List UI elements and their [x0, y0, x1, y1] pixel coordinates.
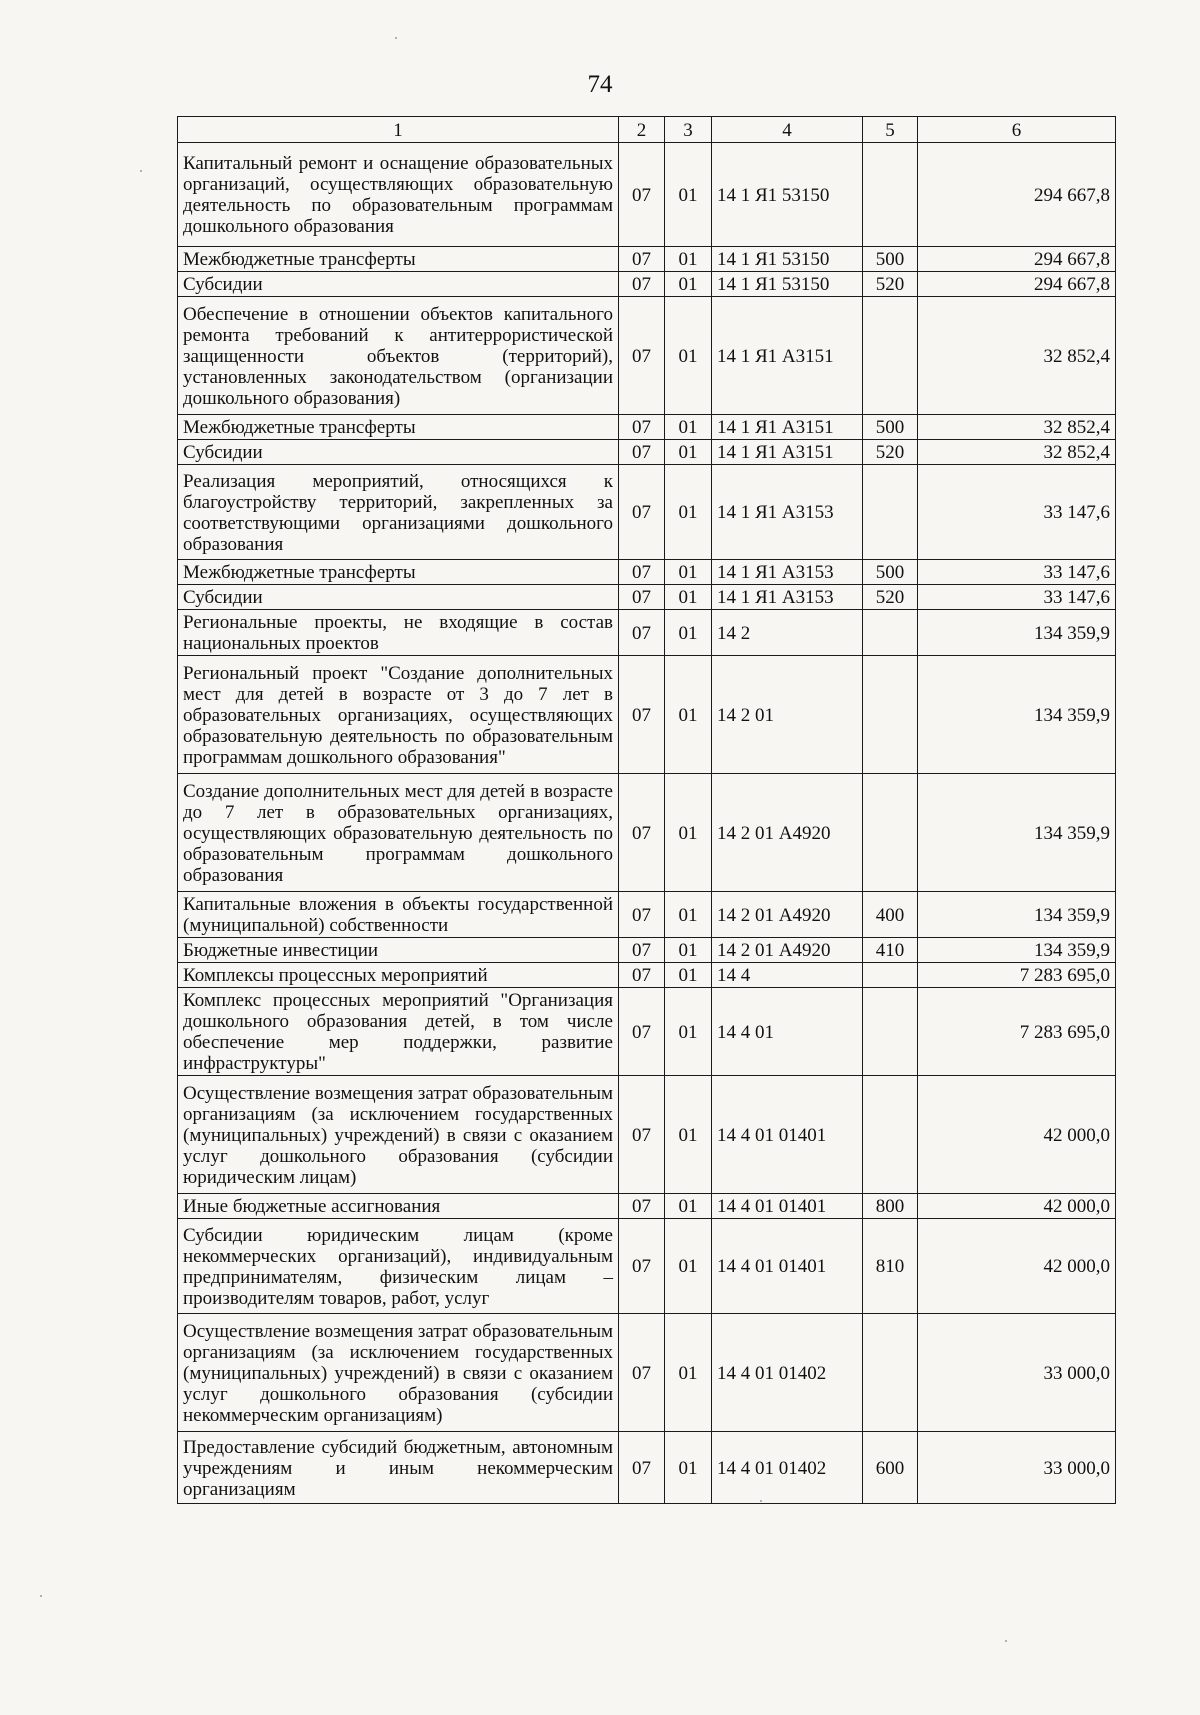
row-section-cell: 07: [619, 247, 665, 272]
header-cell-subsection: 3: [665, 117, 712, 143]
row-amount-cell: 33 147,6: [918, 465, 1116, 560]
row-amount-cell: 294 667,8: [918, 272, 1116, 297]
row-section-cell: 07: [619, 938, 665, 963]
table-header-row: [178, 117, 1116, 143]
row-subsection-cell: 01: [665, 247, 712, 272]
row-amount-cell: 33 000,0: [918, 1432, 1116, 1504]
row-target-article-cell: 14 4 01 01402: [712, 1314, 863, 1432]
row-subsection-cell: 01: [665, 272, 712, 297]
table-row: [178, 1194, 1116, 1219]
budget-table-body: [178, 117, 1116, 1504]
header-cell-name: 1: [178, 117, 619, 143]
row-subsection-cell: 01: [665, 585, 712, 610]
row-section-cell: 07: [619, 465, 665, 560]
row-section-cell: 07: [619, 1219, 665, 1314]
row-expense-type-cell: 500: [863, 415, 918, 440]
row-section-cell: 07: [619, 963, 665, 988]
row-name-cell: Региональные проекты, не входящие в состав национальных проектов: [178, 610, 619, 656]
row-expense-type-cell: [863, 774, 918, 892]
row-amount-cell: 33 147,6: [918, 585, 1116, 610]
row-subsection-cell: 01: [665, 963, 712, 988]
row-target-article-cell: 14 1 Я1 А3153: [712, 560, 863, 585]
row-expense-type-cell: [863, 297, 918, 415]
row-expense-type-cell: [863, 1076, 918, 1194]
row-section-cell: 07: [619, 656, 665, 774]
row-target-article-cell: 14 2 01 А4920: [712, 774, 863, 892]
row-expense-type-cell: 400: [863, 892, 918, 938]
row-target-article-cell: 14 2 01: [712, 656, 863, 774]
row-section-cell: 07: [619, 272, 665, 297]
table-row: [178, 560, 1116, 585]
row-expense-type-cell: 500: [863, 560, 918, 585]
table-row: [178, 465, 1116, 560]
row-amount-cell: 7 283 695,0: [918, 988, 1116, 1076]
row-expense-type-cell: 600: [863, 1432, 918, 1504]
row-subsection-cell: 01: [665, 560, 712, 585]
row-expense-type-cell: [863, 610, 918, 656]
row-amount-cell: 134 359,9: [918, 938, 1116, 963]
row-name-cell: Капитальный ремонт и оснащение образовательных организаций, осуществляющих образовательную деятельность по образовательным программам дошкольного образования: [178, 143, 619, 247]
table-row: [178, 656, 1116, 774]
row-name-cell: Комплексы процессных мероприятий: [178, 963, 619, 988]
row-name-cell: Капитальные вложения в объекты государственной (муниципальной) собственности: [178, 892, 619, 938]
row-section-cell: 07: [619, 1194, 665, 1219]
row-amount-cell: 294 667,8: [918, 247, 1116, 272]
row-target-article-cell: 14 4 01 01401: [712, 1076, 863, 1194]
row-amount-cell: 42 000,0: [918, 1219, 1116, 1314]
header-cell-amount: 6: [918, 117, 1116, 143]
row-amount-cell: 32 852,4: [918, 415, 1116, 440]
row-subsection-cell: 01: [665, 1194, 712, 1219]
row-subsection-cell: 01: [665, 440, 712, 465]
row-target-article-cell: 14 1 Я1 А3151: [712, 415, 863, 440]
row-target-article-cell: 14 4 01 01401: [712, 1194, 863, 1219]
header-cell-target-article: 4: [712, 117, 863, 143]
table-row: [178, 892, 1116, 938]
row-section-cell: 07: [619, 143, 665, 247]
row-subsection-cell: 01: [665, 1314, 712, 1432]
header-cell-section: 2: [619, 117, 665, 143]
row-target-article-cell: 14 4 01 01402: [712, 1432, 863, 1504]
row-target-article-cell: 14 1 Я1 53150: [712, 247, 863, 272]
table-row: [178, 988, 1116, 1076]
row-subsection-cell: 01: [665, 610, 712, 656]
row-amount-cell: 42 000,0: [918, 1194, 1116, 1219]
row-name-cell: Создание дополнительных мест для детей в возрасте до 7 лет в образовательных организациях, осуществляющих образовательную деятельность по образовательным программам дошкольного образования: [178, 774, 619, 892]
row-target-article-cell: 14 1 Я1 А3153: [712, 465, 863, 560]
row-name-cell: Межбюджетные трансферты: [178, 560, 619, 585]
row-expense-type-cell: [863, 988, 918, 1076]
row-expense-type-cell: 800: [863, 1194, 918, 1219]
row-name-cell: Осуществление возмещения затрат образовательным организациям (за исключением государственных (муниципальных) учреждений) в связи с оказанием услуг дошкольного образования (субсидии юридическим лицам): [178, 1076, 619, 1194]
row-amount-cell: 33 147,6: [918, 560, 1116, 585]
row-name-cell: Реализация мероприятий, относящихся к благоустройству территорий, закрепленных за соответствующими организациями дошкольного образования: [178, 465, 619, 560]
row-subsection-cell: 01: [665, 1432, 712, 1504]
row-section-cell: 07: [619, 1432, 665, 1504]
row-expense-type-cell: 520: [863, 440, 918, 465]
table-row: [178, 774, 1116, 892]
row-section-cell: 07: [619, 560, 665, 585]
row-expense-type-cell: 410: [863, 938, 918, 963]
row-expense-type-cell: [863, 465, 918, 560]
table-row: [178, 610, 1116, 656]
row-name-cell: Обеспечение в отношении объектов капитального ремонта требований к антитеррористической защищенности объектов (территорий), установленных законодательством (организации дошкольного образования): [178, 297, 619, 415]
row-name-cell: Субсидии: [178, 585, 619, 610]
row-section-cell: 07: [619, 774, 665, 892]
row-name-cell: Межбюджетные трансферты: [178, 415, 619, 440]
row-expense-type-cell: 500: [863, 247, 918, 272]
row-amount-cell: 7 283 695,0: [918, 963, 1116, 988]
table-row: [178, 963, 1116, 988]
row-subsection-cell: 01: [665, 988, 712, 1076]
table-row: [178, 272, 1116, 297]
row-section-cell: 07: [619, 440, 665, 465]
row-section-cell: 07: [619, 297, 665, 415]
row-expense-type-cell: [863, 656, 918, 774]
page-number: 74: [587, 71, 613, 98]
table-row: [178, 143, 1116, 247]
row-subsection-cell: 01: [665, 297, 712, 415]
row-subsection-cell: 01: [665, 892, 712, 938]
row-name-cell: Иные бюджетные ассигнования: [178, 1194, 619, 1219]
table-row: [178, 415, 1116, 440]
row-target-article-cell: 14 4 01: [712, 988, 863, 1076]
row-name-cell: Предоставление субсидий бюджетным, автономным учреждениям и иным некоммерческим организациям: [178, 1432, 619, 1504]
row-name-cell: Субсидии: [178, 272, 619, 297]
row-target-article-cell: 14 1 Я1 53150: [712, 272, 863, 297]
table-row: [178, 938, 1116, 963]
row-amount-cell: 134 359,9: [918, 610, 1116, 656]
row-target-article-cell: 14 1 Я1 А3153: [712, 585, 863, 610]
row-subsection-cell: 01: [665, 656, 712, 774]
row-amount-cell: 134 359,9: [918, 656, 1116, 774]
row-target-article-cell: 14 2 01 А4920: [712, 938, 863, 963]
row-expense-type-cell: 520: [863, 272, 918, 297]
row-subsection-cell: 01: [665, 938, 712, 963]
table-row: [178, 440, 1116, 465]
row-section-cell: 07: [619, 1314, 665, 1432]
row-section-cell: 07: [619, 415, 665, 440]
row-target-article-cell: 14 1 Я1 А3151: [712, 440, 863, 465]
row-amount-cell: 134 359,9: [918, 774, 1116, 892]
row-section-cell: 07: [619, 610, 665, 656]
scan-speck: [395, 37, 397, 39]
table-row: [178, 1432, 1116, 1504]
scan-speck: [40, 1595, 42, 1597]
row-target-article-cell: 14 1 Я1 53150: [712, 143, 863, 247]
table-row: [178, 297, 1116, 415]
row-expense-type-cell: [863, 143, 918, 247]
row-subsection-cell: 01: [665, 1076, 712, 1194]
row-expense-type-cell: 810: [863, 1219, 918, 1314]
row-section-cell: 07: [619, 892, 665, 938]
row-name-cell: Субсидии юридическим лицам (кроме некоммерческих организаций), индивидуальным предпринимателям, физическим лицам – производителям товаров, работ, услуг: [178, 1219, 619, 1314]
row-target-article-cell: 14 2: [712, 610, 863, 656]
row-section-cell: 07: [619, 585, 665, 610]
row-subsection-cell: 01: [665, 465, 712, 560]
row-amount-cell: 134 359,9: [918, 892, 1116, 938]
row-amount-cell: 42 000,0: [918, 1076, 1116, 1194]
row-section-cell: 07: [619, 1076, 665, 1194]
row-amount-cell: 32 852,4: [918, 297, 1116, 415]
row-subsection-cell: 01: [665, 774, 712, 892]
table-row: [178, 585, 1116, 610]
row-subsection-cell: 01: [665, 1219, 712, 1314]
row-subsection-cell: 01: [665, 415, 712, 440]
header-cell-expense-type: 5: [863, 117, 918, 143]
row-subsection-cell: 01: [665, 143, 712, 247]
row-expense-type-cell: [863, 963, 918, 988]
budget-table: [177, 116, 1116, 1504]
row-name-cell: Бюджетные инвестиции: [178, 938, 619, 963]
row-name-cell: Межбюджетные трансферты: [178, 247, 619, 272]
row-name-cell: Осуществление возмещения затрат образовательным организациям (за исключением государственных (муниципальных) учреждений) в связи с оказанием услуг дошкольного образования (субсидии некоммерческим организациям): [178, 1314, 619, 1432]
row-target-article-cell: 14 2 01 А4920: [712, 892, 863, 938]
row-target-article-cell: 14 4 01 01401: [712, 1219, 863, 1314]
row-amount-cell: 33 000,0: [918, 1314, 1116, 1432]
row-name-cell: Региональный проект "Создание дополнительных мест для детей в возрасте от 3 до 7 лет в образовательных организациях, осуществляющих образовательную деятельность по образовательным программам дошкольного образования": [178, 656, 619, 774]
row-expense-type-cell: 520: [863, 585, 918, 610]
row-target-article-cell: 14 1 Я1 А3151: [712, 297, 863, 415]
table-row: [178, 1314, 1116, 1432]
scan-speck: [140, 170, 142, 172]
row-amount-cell: 32 852,4: [918, 440, 1116, 465]
row-section-cell: 07: [619, 988, 665, 1076]
row-target-article-cell: 14 4: [712, 963, 863, 988]
row-name-cell: Субсидии: [178, 440, 619, 465]
row-expense-type-cell: [863, 1314, 918, 1432]
scan-speck: [760, 1500, 762, 1502]
scan-speck: [1005, 1640, 1007, 1642]
table-row: [178, 247, 1116, 272]
row-name-cell: Комплекс процессных мероприятий "Организация дошкольного образования детей, в том числе обеспечение мер поддержки, развитие инфраструктуры": [178, 988, 619, 1076]
table-row: [178, 1219, 1116, 1314]
table-row: [178, 1076, 1116, 1194]
row-amount-cell: 294 667,8: [918, 143, 1116, 247]
